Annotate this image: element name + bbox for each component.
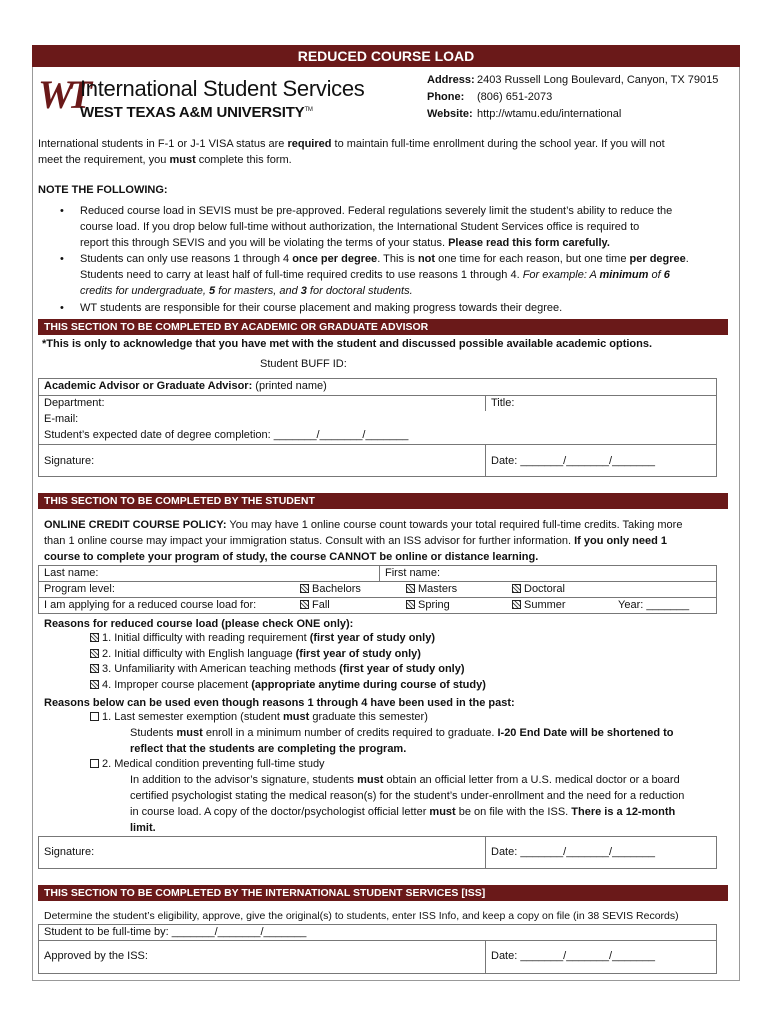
checkbox-icon bbox=[406, 600, 415, 609]
advisor-section-bar: THIS SECTION TO BE COMPLETED BY ACADEMIC OR GRADUATE ADVISOR bbox=[38, 319, 728, 335]
bullet-icon: • bbox=[60, 205, 64, 217]
student-signature-field[interactable]: Signature: bbox=[44, 846, 95, 858]
divider bbox=[485, 836, 486, 869]
divider bbox=[379, 565, 380, 581]
email-field[interactable]: E-mail: bbox=[44, 413, 79, 425]
checkbox-icon bbox=[90, 633, 99, 642]
medical-detail-4: limit. bbox=[130, 822, 156, 834]
address: 2403 Russell Long Boulevard, Canyon, TX 79015 bbox=[477, 74, 719, 86]
checkbox-icon bbox=[90, 649, 99, 658]
bullet-icon: • bbox=[60, 302, 64, 314]
divider bbox=[485, 444, 486, 477]
year-field[interactable]: Year: _______ bbox=[618, 599, 690, 611]
bullet-icon: • bbox=[60, 253, 64, 265]
full-time-by-field[interactable]: Student to be full-time by: _______/_______/_______ bbox=[44, 926, 307, 938]
form-title: REDUCED COURSE LOAD bbox=[32, 45, 740, 67]
reasons-below-heading: Reasons below can be used even though reasons 1 through 4 have been used in the past: bbox=[44, 697, 515, 709]
checkbox-icon bbox=[90, 712, 99, 721]
iss-date-field[interactable]: Date: _______/_______/_______ bbox=[491, 950, 655, 962]
advisor-signature-field[interactable]: Signature: bbox=[44, 455, 95, 467]
org-name: International Student Services bbox=[80, 76, 365, 101]
summer-checkbox[interactable]: Summer bbox=[512, 599, 566, 611]
divider bbox=[38, 444, 717, 445]
note-2: Students can only use reasons 1 through 4 once per degree. This is not one time for each reason, but one time per degree. Students need to carry at least half of full-time required credits to use reasons 1 through 4. For example: A minimum of 6 credits for undergraduate, 5 for masters, and 3 for doctoral students. bbox=[80, 253, 689, 297]
svg-text:WT: WT bbox=[38, 72, 86, 117]
student-buff-id-label: Student BUFF ID: bbox=[260, 358, 347, 370]
checkbox-icon bbox=[90, 680, 99, 689]
intro-paragraph: International students in F-1 or J-1 VISA status are required to maintain full-time enrollment during the school year. If you will not meet the requirement, you must complete this form. bbox=[38, 138, 665, 166]
note-3: WT students are responsible for their course placement and making progress towards their degree. bbox=[80, 302, 563, 314]
reason-4-checkbox[interactable]: 4. Improper course placement (appropriate anytime during course of study) bbox=[90, 679, 486, 691]
checkbox-icon bbox=[90, 759, 99, 768]
checkbox-icon bbox=[406, 584, 415, 593]
fall-checkbox[interactable]: Fall bbox=[300, 599, 330, 611]
divider bbox=[38, 597, 717, 598]
applying-label: I am applying for a reduced course load for: bbox=[44, 599, 257, 611]
website-link[interactable]: http://wtamu.edu/international bbox=[477, 108, 622, 120]
last-semester-detail: Students must enroll in a minimum number of credits required to graduate. I-20 End Date will be shortened to bbox=[130, 727, 674, 739]
advisor-date-field[interactable]: Date: _______/_______/_______ bbox=[491, 455, 655, 467]
bachelors-checkbox[interactable]: Bachelors bbox=[300, 583, 361, 595]
divider bbox=[485, 395, 486, 411]
last-name-field[interactable]: Last name: bbox=[44, 567, 99, 579]
iss-approval-field[interactable]: Approved by the ISS: bbox=[44, 950, 148, 962]
first-name-field[interactable]: First name: bbox=[385, 567, 441, 579]
student-section-bar: THIS SECTION TO BE COMPLETED BY THE STUDENT bbox=[38, 493, 728, 509]
contact-info: Address: 2403 Russell Long Boulevard, Canyon, TX 79015 Phone: (806) 651-2073 Website: http://wtamu.edu/international bbox=[427, 74, 719, 120]
reasons-heading: Reasons for reduced course load (please check ONE only): bbox=[44, 618, 354, 630]
university-name: WEST TEXAS A&M UNIVERSITY™ bbox=[80, 104, 313, 121]
divider bbox=[485, 940, 486, 974]
reason-3-checkbox[interactable]: 3. Unfamiliarity with American teaching methods (first year of study only) bbox=[90, 663, 465, 675]
checkbox-icon bbox=[512, 584, 521, 593]
reason-1-checkbox[interactable]: 1. Initial difficulty with reading requirement (first year of study only) bbox=[90, 632, 435, 644]
checkbox-icon bbox=[90, 664, 99, 673]
last-semester-checkbox[interactable]: 1. Last semester exemption (student must graduate this semester) bbox=[90, 711, 428, 723]
doctoral-checkbox[interactable]: Doctoral bbox=[512, 583, 565, 595]
degree-completion-date-field[interactable]: Student’s expected date of degree completion: _______/_______/_______ bbox=[44, 429, 409, 441]
title-field[interactable]: Title: bbox=[491, 397, 515, 409]
student-date-field[interactable]: Date: _______/_______/_______ bbox=[491, 846, 655, 858]
masters-checkbox[interactable]: Masters bbox=[406, 583, 457, 595]
checkbox-icon bbox=[512, 600, 521, 609]
advisor-name-field[interactable]: Academic Advisor or Graduate Advisor: (printed name) bbox=[44, 380, 327, 392]
wt-logo-mark-icon bbox=[38, 72, 86, 117]
medical-detail-3: in course load. A copy of the doctor/psychologist official letter must be on file with the ISS. There is a 12-month bbox=[130, 806, 676, 818]
medical-condition-checkbox[interactable]: 2. Medical condition preventing full-time study bbox=[90, 758, 325, 770]
divider bbox=[38, 395, 717, 396]
reason-2-checkbox[interactable]: 2. Initial difficulty with English language (first year of study only) bbox=[90, 648, 421, 660]
iss-instructions: Determine the student’s eligibility, approve, give the original(s) to students, enter ISS Info, and keep a copy on file (in 38 SEVIS Records) bbox=[44, 910, 679, 922]
divider bbox=[38, 581, 717, 582]
notes-heading: NOTE THE FOLLOWING: bbox=[38, 184, 168, 196]
divider bbox=[38, 940, 717, 941]
medical-detail-2: certified psychologist stating the medical reason(s) for the student’s under-enrollment and the need for a reduction bbox=[130, 790, 685, 802]
medical-detail: In addition to the advisor’s signature, students must obtain an official letter from a U.S. medical doctor or a board bbox=[130, 774, 680, 786]
advisor-note: *This is only to acknowledge that you have met with the student and discussed possible available academic options. bbox=[42, 338, 653, 350]
iss-section-bar: THIS SECTION TO BE COMPLETED BY THE INTERNATIONAL STUDENT SERVICES [ISS] bbox=[38, 885, 728, 901]
checkbox-icon bbox=[300, 584, 309, 593]
department-field[interactable]: Department: bbox=[44, 397, 105, 409]
phone: (806) 651-2073 bbox=[477, 91, 553, 103]
program-level-label: Program level: bbox=[44, 583, 115, 595]
spring-checkbox[interactable]: Spring bbox=[406, 599, 450, 611]
checkbox-icon bbox=[300, 600, 309, 609]
online-course-policy: ONLINE CREDIT COURSE POLICY: You may have 1 online course count towards your total required full-time credits. Taking more than 1 online course may impact your immigration status. Consult with an ISS advisor for further information. If you only need 1 course to complete your program of study, the course CANNOT be online or distance learning. bbox=[44, 519, 683, 563]
last-semester-detail-2: reflect that the students are completing the program. bbox=[130, 743, 407, 755]
note-1: Reduced course load in SEVIS must be pre-approved. Federal regulations severely limit the student’s ability to reduce the course load. If you drop below full-time without authorization, the International Student Services office is required to report this through SEVIS and you will be violating the terms of your status. Please read this form carefully. bbox=[80, 205, 673, 249]
